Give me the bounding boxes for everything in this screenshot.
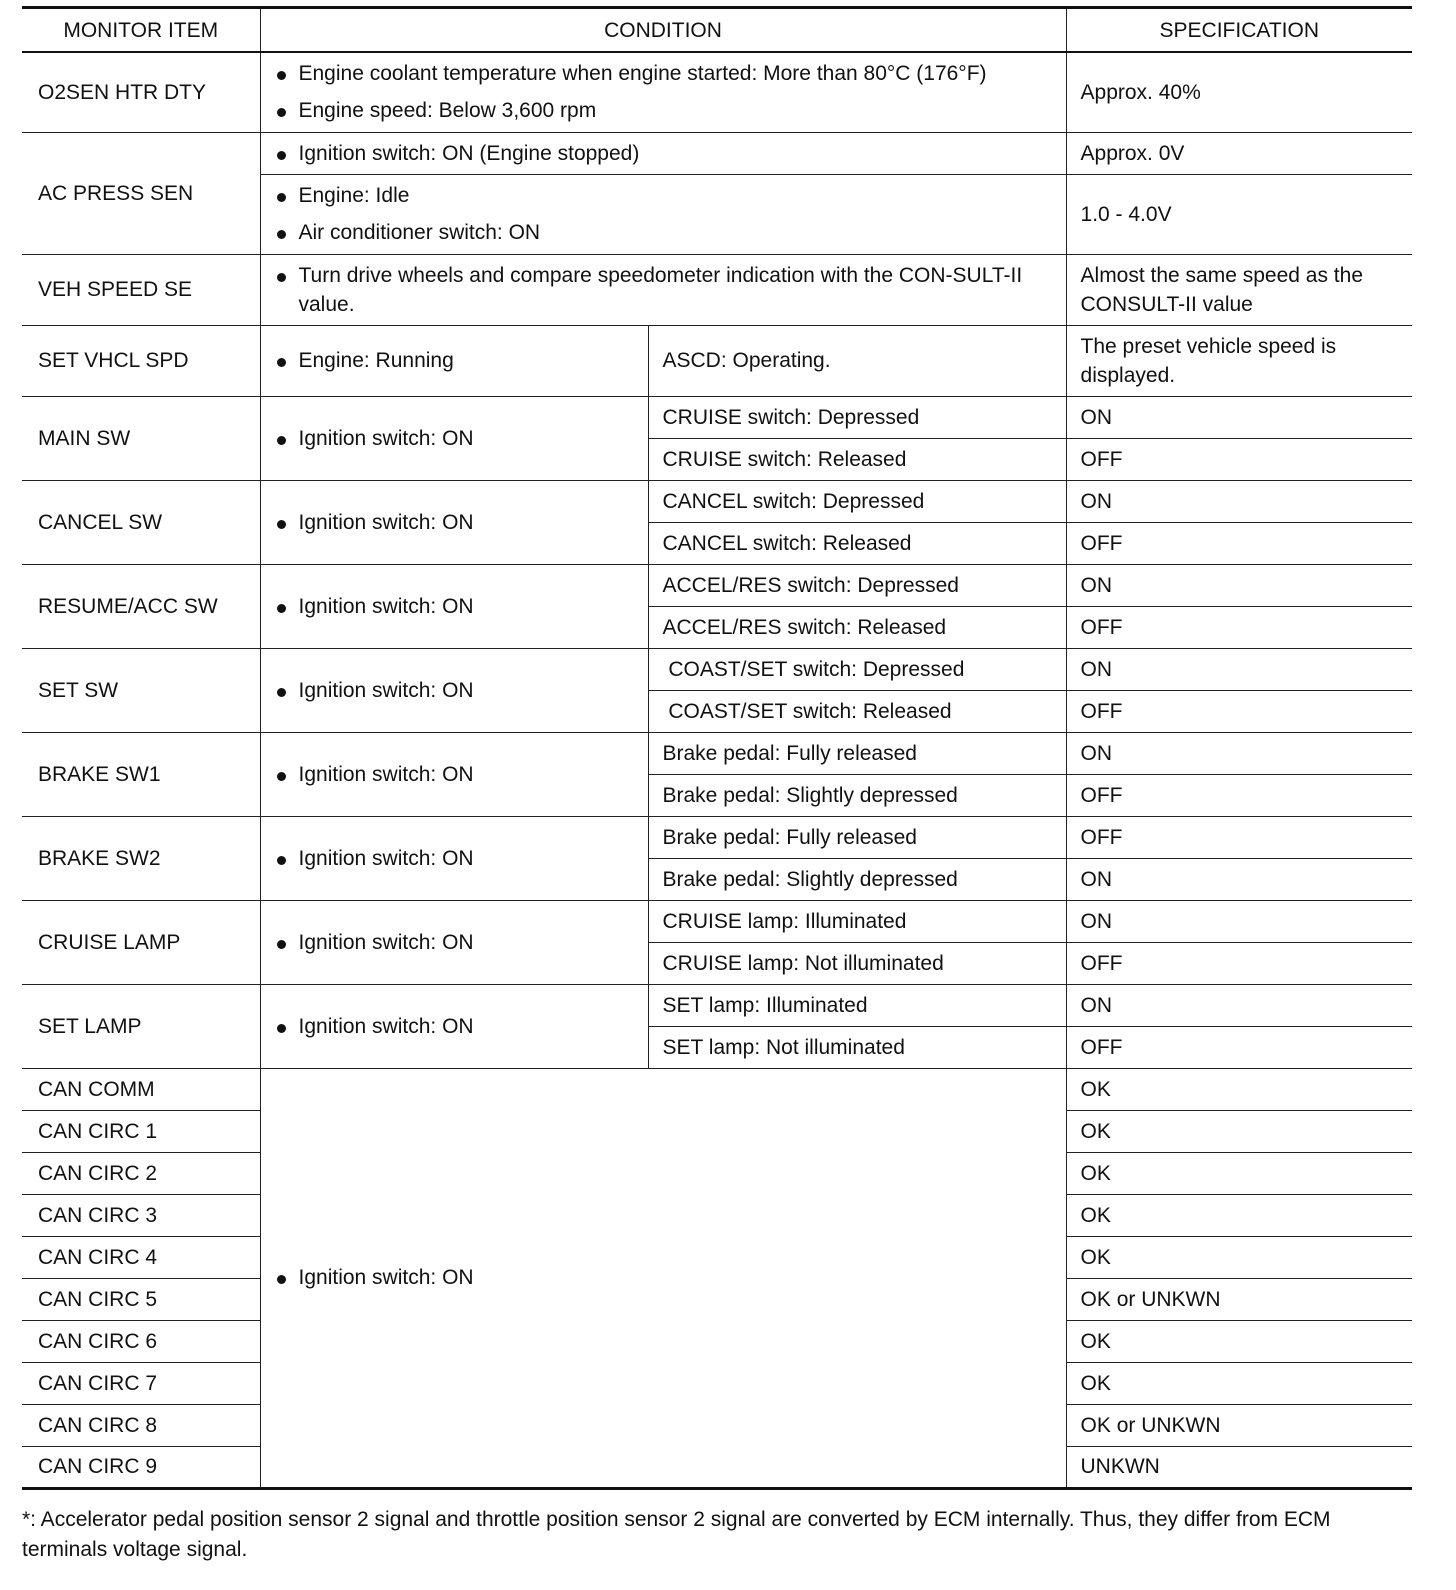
- specification-cell: Approx. 0V: [1066, 132, 1412, 174]
- specification-cell: OFF: [1066, 438, 1412, 480]
- condition-cell: [260, 325, 648, 396]
- monitor-item: RESUME/ACC SW: [22, 564, 260, 648]
- bullet-icon: [277, 230, 286, 239]
- monitor-item: CRUISE LAMP: [22, 900, 260, 984]
- condition-text: Ignition switch: ON: [298, 930, 474, 954]
- condition-text: Ignition switch: ON: [298, 594, 474, 618]
- specification-cell: OK: [1066, 1152, 1412, 1194]
- specification-cell: OFF: [1066, 942, 1412, 984]
- table-row: [22, 648, 1412, 690]
- condition-text: Engine: Running: [298, 349, 454, 372]
- condition-cell: [260, 174, 1066, 254]
- table-row: [22, 480, 1412, 522]
- monitor-item: CAN CIRC 7: [22, 1362, 260, 1404]
- condition-line: [275, 844, 634, 873]
- specification-cell: ON: [1066, 984, 1412, 1026]
- monitor-table: [22, 6, 1412, 1490]
- monitor-item: CAN CIRC 9: [22, 1446, 260, 1488]
- condition-cell: [260, 648, 648, 732]
- condition-line: [275, 96, 1052, 125]
- condition-text: Engine speed: Below 3,600 rpm: [298, 99, 597, 123]
- sub-condition-cell: Brake pedal: Slightly depressed: [648, 858, 1066, 900]
- condition-line: [275, 928, 634, 957]
- specification-cell: The preset vehicle speed is displayed.: [1066, 325, 1412, 396]
- table-row: [22, 900, 1412, 942]
- condition-cell: [260, 564, 648, 648]
- condition-cell: [260, 480, 648, 564]
- condition-text: Ignition switch: ON: [298, 846, 474, 870]
- sub-condition-cell: CRUISE switch: Depressed: [648, 396, 1066, 438]
- condition-cell: [260, 132, 1066, 174]
- table-row: [22, 325, 1412, 396]
- bullet-icon: [277, 604, 286, 613]
- monitor-item: CAN CIRC 4: [22, 1236, 260, 1278]
- sub-condition-cell: CANCEL switch: Released: [648, 522, 1066, 564]
- condition-line: [275, 1012, 634, 1041]
- bullet-icon: [277, 772, 286, 781]
- bullet-icon: [277, 358, 286, 367]
- condition-text: Ignition switch: ON: [298, 510, 474, 534]
- monitor-item: CAN CIRC 5: [22, 1278, 260, 1320]
- specification-cell: OK: [1066, 1068, 1412, 1110]
- condition-cell: [260, 396, 648, 480]
- table-row: [22, 816, 1412, 858]
- specification-cell: OK or UNKWN: [1066, 1278, 1412, 1320]
- condition-text: Turn drive wheels and compare speedometer indication with the CON-SULT-II value.: [298, 263, 1023, 316]
- condition-text: Ignition switch: ON: [298, 762, 474, 786]
- bullet-icon: [277, 151, 286, 160]
- sub-condition-cell: COAST/SET switch: Depressed: [648, 648, 1066, 690]
- specification-cell: OK: [1066, 1320, 1412, 1362]
- sub-condition-cell: SET lamp: Illuminated: [648, 984, 1066, 1026]
- footnote: *: Accelerator pedal position sensor 2 signal and throttle position sensor 2 signal are converted by ECM internally. Thus, they differ from ECM terminals voltage signal.: [22, 1508, 1331, 1561]
- table-row: [22, 254, 1412, 325]
- header-specification: SPECIFICATION: [1066, 8, 1412, 53]
- bullet-icon: [277, 436, 286, 445]
- bullet-icon: [277, 193, 286, 202]
- sub-condition-cell: Brake pedal: Fully released: [648, 732, 1066, 774]
- sub-condition-cell: Brake pedal: Slightly depressed: [648, 774, 1066, 816]
- monitor-item: CAN CIRC 6: [22, 1320, 260, 1362]
- condition-line: [275, 59, 1052, 88]
- monitor-item: BRAKE SW1: [22, 732, 260, 816]
- condition-line: [275, 181, 1052, 210]
- condition-line: [275, 760, 634, 789]
- condition-line: [275, 346, 634, 375]
- table-row: [22, 732, 1412, 774]
- sub-condition-cell: ACCEL/RES switch: Released: [648, 606, 1066, 648]
- specification-cell: OFF: [1066, 1026, 1412, 1068]
- bullet-icon: [277, 688, 286, 697]
- monitor-item: CAN COMM: [22, 1068, 260, 1110]
- condition-cell: [260, 984, 648, 1068]
- specification-cell: OK: [1066, 1194, 1412, 1236]
- specification-cell: ON: [1066, 564, 1412, 606]
- specification-cell: 1.0 - 4.0V: [1066, 174, 1412, 254]
- sub-condition-cell: SET lamp: Not illuminated: [648, 1026, 1066, 1068]
- condition-line: [275, 1263, 1052, 1292]
- specification-cell: Approx. 40%: [1066, 52, 1412, 132]
- monitor-item: CAN CIRC 2: [22, 1152, 260, 1194]
- monitor-item: SET SW: [22, 648, 260, 732]
- table-row: [22, 1068, 1412, 1110]
- condition-cell: [260, 254, 1066, 325]
- condition-text: Air conditioner switch: ON: [298, 221, 541, 244]
- table-row: [22, 132, 1412, 174]
- specification-cell: OK: [1066, 1362, 1412, 1404]
- specification-cell: OFF: [1066, 606, 1412, 648]
- monitor-item: CAN CIRC 1: [22, 1110, 260, 1152]
- condition-line: [275, 676, 634, 705]
- monitor-item: CAN CIRC 3: [22, 1194, 260, 1236]
- table-row: [22, 984, 1412, 1026]
- specification-cell: ON: [1066, 648, 1412, 690]
- monitor-item: BRAKE SW2: [22, 816, 260, 900]
- condition-line: [275, 139, 1052, 168]
- bullet-icon: [277, 1275, 286, 1284]
- monitor-item: CANCEL SW: [22, 480, 260, 564]
- table-row: [22, 52, 1412, 132]
- table-row: [22, 564, 1412, 606]
- monitor-table-wrapper: [22, 6, 1412, 1490]
- sub-condition-cell: COAST/SET switch: Released: [648, 690, 1066, 732]
- condition-text: Ignition switch: ON: [298, 678, 474, 702]
- monitor-item: VEH SPEED SE: [22, 254, 260, 325]
- sub-condition-cell: ASCD: Operating.: [648, 325, 1066, 396]
- condition-cell: [260, 900, 648, 984]
- header-row: [22, 8, 1412, 53]
- specification-cell: OK or UNKWN: [1066, 1404, 1412, 1446]
- monitor-item: SET LAMP: [22, 984, 260, 1068]
- specification-cell: Almost the same speed as the CONSULT-II value: [1066, 254, 1412, 325]
- specification-cell: ON: [1066, 900, 1412, 942]
- bullet-icon: [277, 520, 286, 529]
- bullet-icon: [277, 71, 286, 80]
- bullet-icon: [277, 1024, 286, 1033]
- condition-cell: [260, 732, 648, 816]
- condition-cell: [260, 52, 1066, 132]
- condition-text: Ignition switch: ON (Engine stopped): [298, 141, 640, 165]
- condition-line: [275, 218, 1052, 247]
- sub-condition-cell: CRUISE switch: Released: [648, 438, 1066, 480]
- monitor-item: SET VHCL SPD: [22, 325, 260, 396]
- specification-cell: UNKWN: [1066, 1446, 1412, 1488]
- specification-cell: OFF: [1066, 816, 1412, 858]
- monitor-item: O2SEN HTR DTY: [22, 52, 260, 132]
- specification-cell: OFF: [1066, 690, 1412, 732]
- sub-condition-cell: CRUISE lamp: Not illuminated: [648, 942, 1066, 984]
- sub-condition-cell: CANCEL switch: Depressed: [648, 480, 1066, 522]
- monitor-item: AC PRESS SEN: [22, 132, 260, 254]
- specification-cell: ON: [1066, 858, 1412, 900]
- condition-cell: [260, 1068, 1066, 1488]
- condition-line: [275, 424, 634, 453]
- specification-cell: OK: [1066, 1110, 1412, 1152]
- monitor-item: CAN CIRC 8: [22, 1404, 260, 1446]
- condition-text: Ignition switch: ON: [298, 1266, 474, 1289]
- specification-cell: ON: [1066, 396, 1412, 438]
- table-row: [22, 396, 1412, 438]
- sub-condition-cell: Brake pedal: Fully released: [648, 816, 1066, 858]
- monitor-item: MAIN SW: [22, 396, 260, 480]
- specification-cell: OFF: [1066, 522, 1412, 564]
- condition-text: Engine: Idle: [298, 184, 410, 207]
- sub-condition-cell: CRUISE lamp: Illuminated: [648, 900, 1066, 942]
- bullet-icon: [277, 273, 286, 282]
- condition-cell: [260, 816, 648, 900]
- header-condition: CONDITION: [260, 8, 1066, 53]
- sub-condition-cell: ACCEL/RES switch: Depressed: [648, 564, 1066, 606]
- bullet-icon: [277, 940, 286, 949]
- bullet-icon: [277, 108, 286, 117]
- condition-line: [275, 592, 634, 621]
- header-monitor-item: MONITOR ITEM: [22, 8, 260, 53]
- condition-text: Engine coolant temperature when engine started: More than 80°C (176°F): [298, 62, 987, 86]
- condition-text: Ignition switch: ON: [298, 426, 474, 450]
- specification-cell: OFF: [1066, 774, 1412, 816]
- condition-line: [275, 261, 1052, 319]
- condition-text: Ignition switch: ON: [298, 1014, 474, 1038]
- bullet-icon: [277, 856, 286, 865]
- condition-line: [275, 508, 634, 537]
- specification-cell: OK: [1066, 1236, 1412, 1278]
- specification-cell: ON: [1066, 480, 1412, 522]
- specification-cell: ON: [1066, 732, 1412, 774]
